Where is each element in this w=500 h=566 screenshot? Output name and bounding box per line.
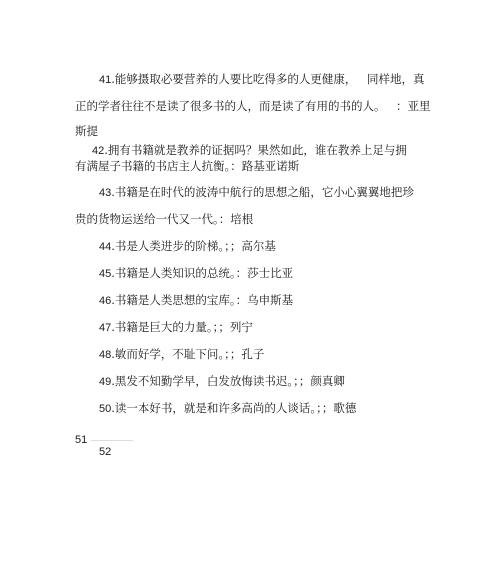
quote-number: 42 — [92, 145, 105, 157]
quote-47 — [99, 320, 253, 335]
quote-text: .拥有书籍就是教养的证据吗？果然如此，谁在教养上足与拥 — [104, 143, 407, 157]
quote-41-line2 — [75, 99, 386, 113]
quote-42-line2 — [75, 159, 299, 173]
quote-text: 同样地，真 — [367, 72, 425, 86]
quote-number: 44 — [99, 241, 112, 253]
quote-number: 41 — [99, 74, 112, 86]
trailing-number-52: 52 — [99, 446, 112, 458]
quote-number: 49 — [99, 376, 112, 388]
quote-number: 43 — [99, 187, 112, 199]
quote-41-line2-tail — [396, 99, 431, 113]
quote-text: .读一本好书，就是和许多高尚的人谈话。；；歌德 — [111, 401, 357, 415]
quote-41-line1-tail — [367, 72, 425, 86]
quote-41-line3 — [75, 124, 98, 138]
quote-text: 贵的货物运送给一代又一代。：培根 — [75, 212, 254, 226]
quote-text: .书籍是人类知识的总统。：莎士比亚 — [111, 266, 294, 280]
quote-number: 45 — [99, 268, 112, 280]
quote-text: .书是人类进步的阶梯。；；高尔基 — [111, 239, 276, 253]
quote-number: 48 — [99, 349, 112, 361]
quote-text: .能够摄取必要营养的人要比吃得多的人更健康， — [111, 72, 357, 86]
quote-author: ：亚里 — [396, 99, 431, 113]
quote-text: 有满屋子书籍的书店主人抗衡。：路基亚诺斯 — [75, 159, 300, 173]
quote-author: 斯提 — [75, 124, 98, 138]
quote-44 — [99, 239, 276, 254]
quote-text: 正的学者往往不是读了很多书的人，而是读了有用的书的人。 — [75, 99, 386, 113]
quote-number: 46 — [99, 295, 112, 307]
quote-text: .黑发不知勤学早，白发放悔读书迟。；；颜真卿 — [111, 374, 345, 388]
quote-number: 47 — [99, 322, 112, 334]
quote-number: 50 — [99, 403, 112, 415]
quote-text: .书籍是在时代的波涛中航行的思想之船，它小心翼翼地把珍 — [111, 185, 414, 199]
quote-49 — [99, 374, 345, 389]
quote-45 — [99, 266, 293, 281]
quote-text: .书籍是巨大的力量。；；列宁 — [111, 320, 253, 334]
quote-42-line1 — [92, 143, 407, 158]
quote-43-line1 — [99, 185, 414, 200]
quote-48 — [99, 347, 264, 362]
quote-text: .书籍是人类思想的宝库。：乌申斯基 — [111, 293, 294, 307]
quote-50 — [99, 401, 356, 416]
trailing-number-51: 51 — [75, 432, 133, 447]
quote-41-line1 — [99, 72, 356, 87]
faint-rule — [91, 440, 133, 441]
quote-43-line2 — [75, 212, 253, 226]
quote-text: .敏而好学，不耻下问。；；孔子 — [111, 347, 265, 361]
quote-46 — [99, 293, 293, 308]
